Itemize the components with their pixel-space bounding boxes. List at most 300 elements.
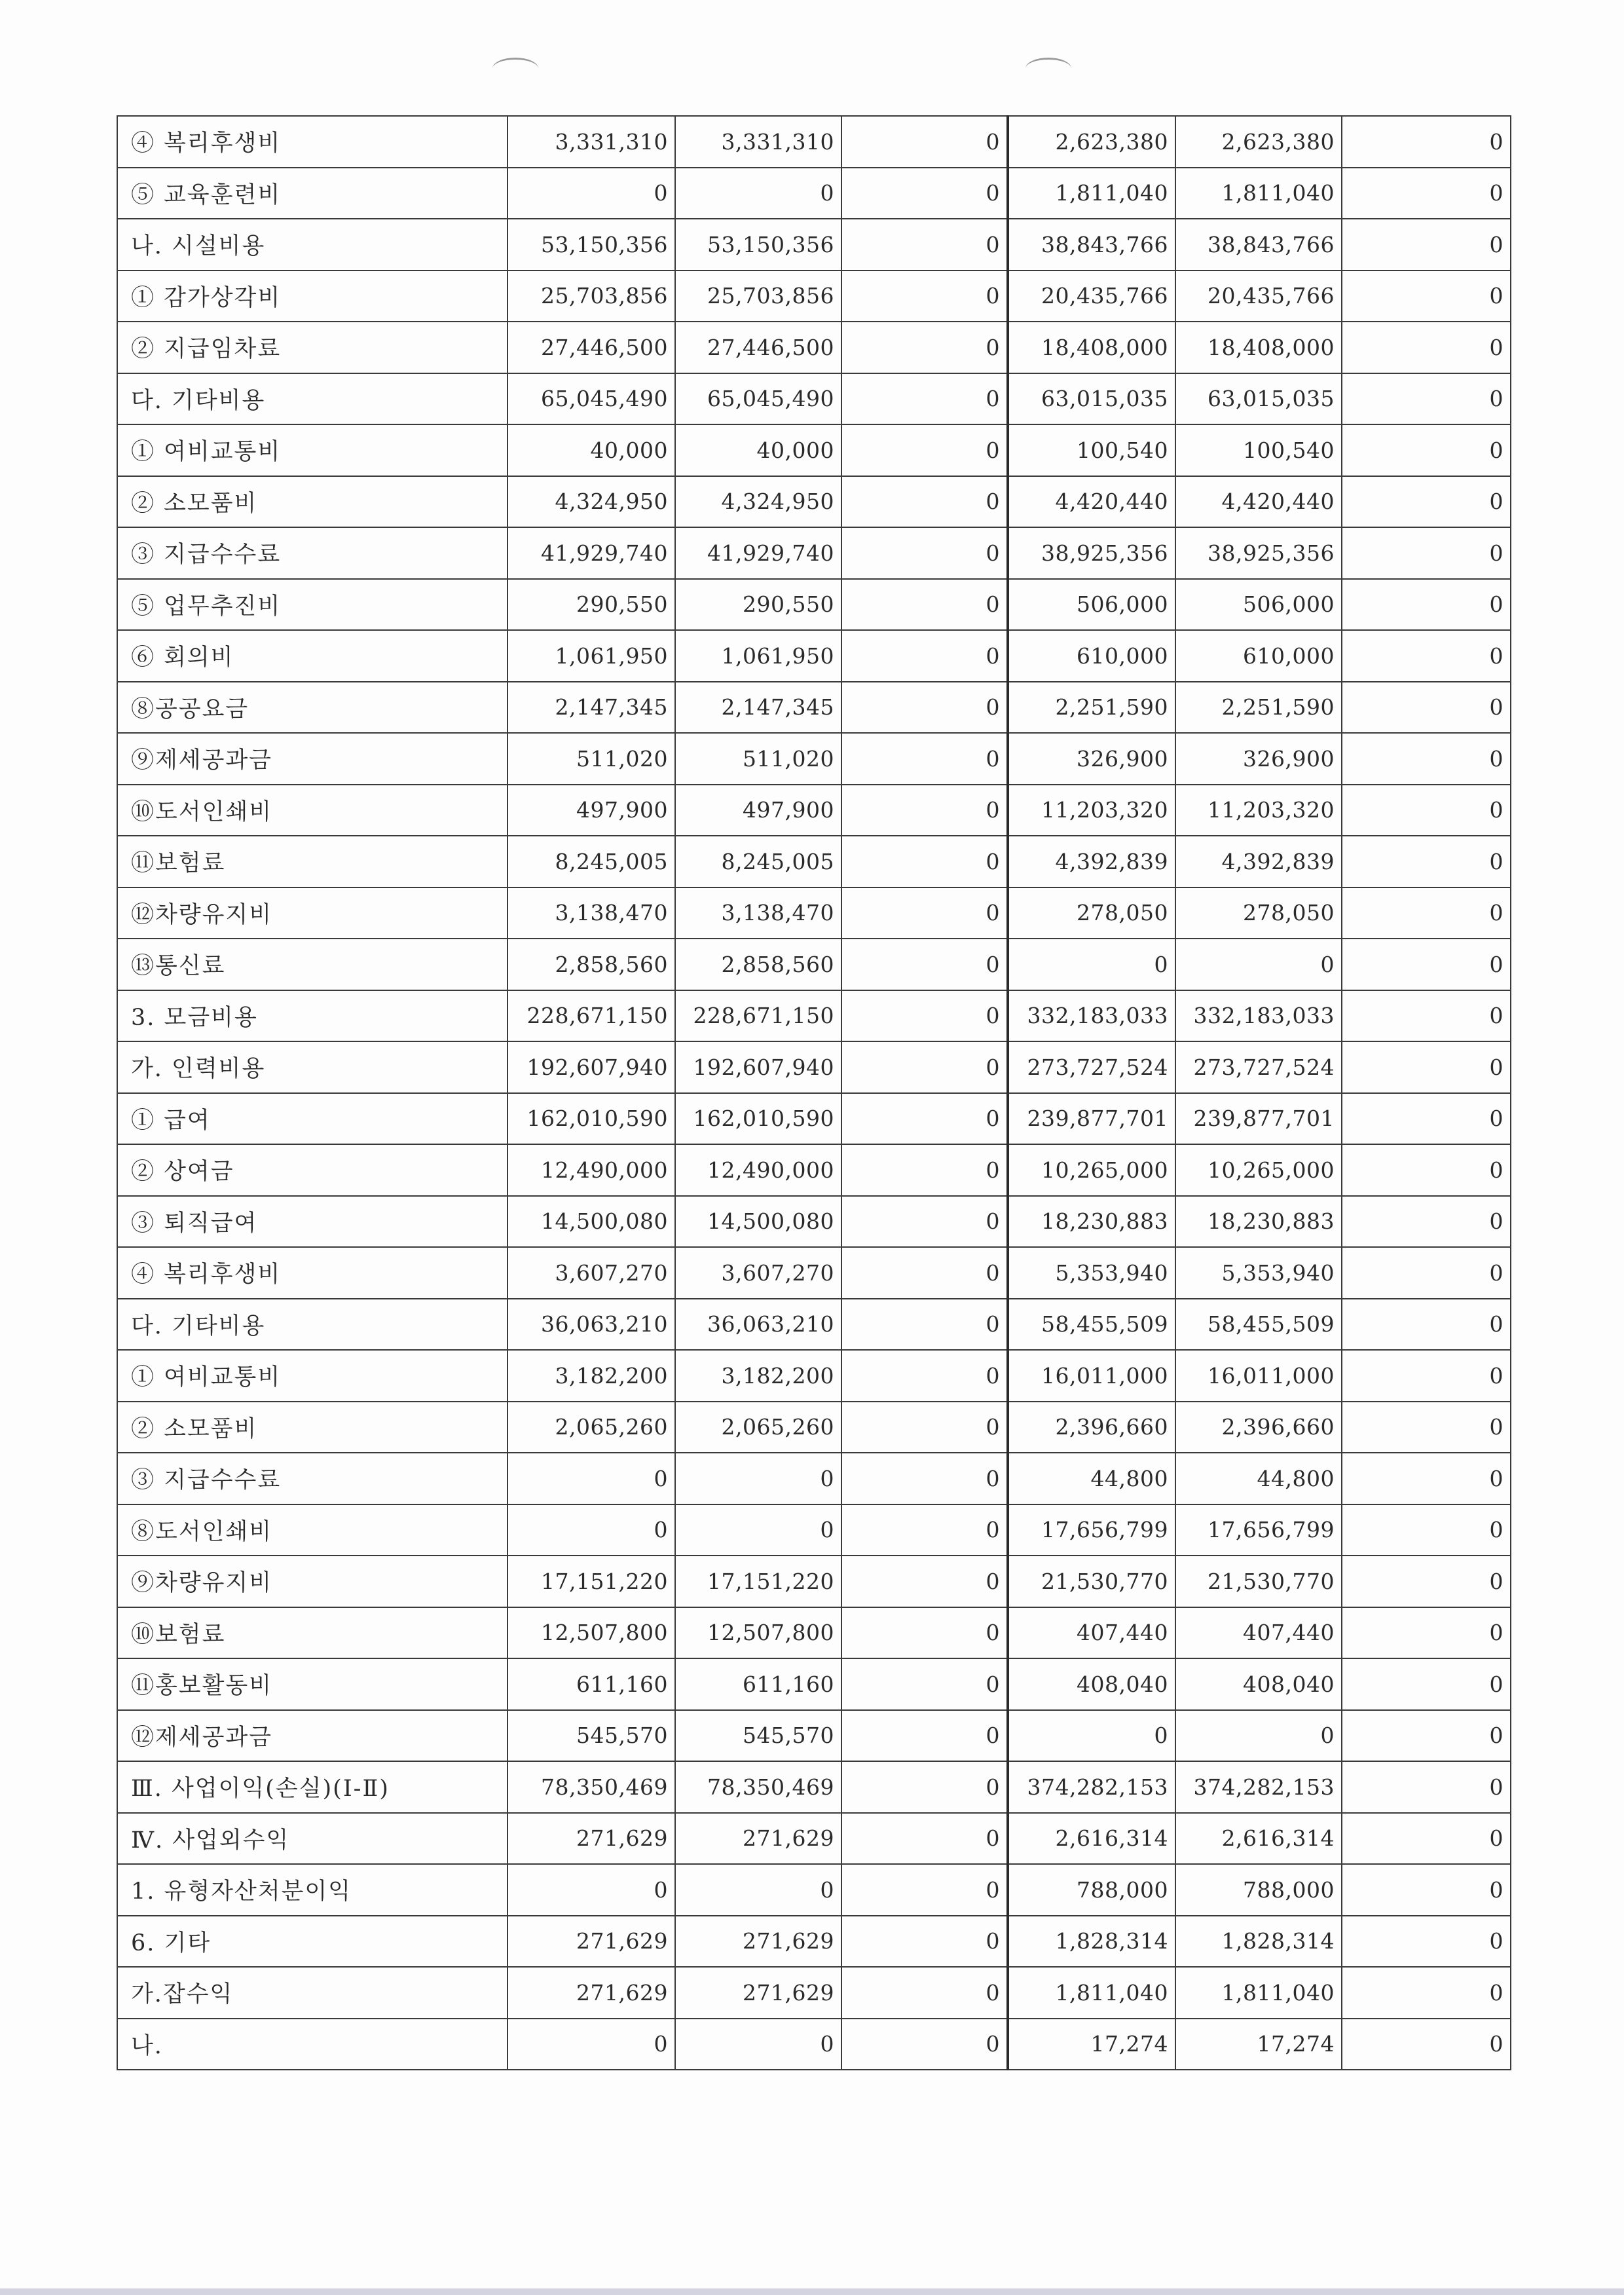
row-label: ⑨제세공과금 — [117, 733, 507, 785]
amount-cell: 0 — [841, 1658, 1008, 1710]
amount-cell: 2,251,590 — [1008, 682, 1175, 734]
amount-cell: 506,000 — [1008, 579, 1175, 631]
amount-cell: 0 — [841, 887, 1008, 939]
row-label: ⑧공공요금 — [117, 682, 507, 734]
table-row — [117, 1658, 1511, 1710]
table-row — [117, 1196, 1511, 1248]
table-row — [117, 1299, 1511, 1351]
row-label: ② 소모품비 — [117, 1402, 507, 1453]
amount-cell: 0 — [1342, 1093, 1511, 1145]
amount-cell: 545,570 — [507, 1710, 675, 1762]
table-row — [117, 322, 1511, 373]
table-row — [117, 271, 1511, 322]
amount-cell: 16,011,000 — [1008, 1350, 1175, 1402]
amount-cell: 0 — [841, 1093, 1008, 1145]
amount-cell: 0 — [1342, 1710, 1511, 1762]
row-label: ② 지급임차료 — [117, 322, 507, 373]
amount-cell: 41,929,740 — [507, 527, 675, 579]
amount-cell: 2,147,345 — [675, 682, 841, 734]
table-row — [117, 373, 1511, 425]
table-row — [117, 1864, 1511, 1916]
amount-cell: 38,843,766 — [1175, 219, 1342, 271]
amount-cell: 21,530,770 — [1175, 1556, 1342, 1607]
amount-cell: 0 — [1342, 271, 1511, 322]
row-label: 1. 유형자산처분이익 — [117, 1864, 507, 1916]
amount-cell: 0 — [841, 836, 1008, 887]
row-label: ① 여비교통비 — [117, 1350, 507, 1402]
amount-cell: 20,435,766 — [1175, 271, 1342, 322]
amount-cell: 162,010,590 — [507, 1093, 675, 1145]
amount-cell: 332,183,033 — [1175, 990, 1342, 1042]
table-row — [117, 1761, 1511, 1813]
row-label: 다. 기타비용 — [117, 1299, 507, 1351]
amount-cell: 0 — [1342, 1607, 1511, 1659]
amount-cell: 0 — [507, 168, 675, 219]
amount-cell: 0 — [841, 1710, 1008, 1762]
amount-cell: 17,656,799 — [1175, 1504, 1342, 1556]
amount-cell: 0 — [675, 1864, 841, 1916]
amount-cell: 0 — [1342, 322, 1511, 373]
amount-cell: 12,490,000 — [507, 1144, 675, 1196]
amount-cell: 290,550 — [675, 579, 841, 631]
row-label: 다. 기타비용 — [117, 373, 507, 425]
amount-cell: 0 — [1342, 887, 1511, 939]
row-label: ④ 복리후생비 — [117, 1247, 507, 1299]
amount-cell: 0 — [841, 527, 1008, 579]
amount-cell: 0 — [507, 1453, 675, 1504]
amount-cell: 2,616,314 — [1175, 1813, 1342, 1865]
table-row — [117, 219, 1511, 271]
amount-cell: 18,408,000 — [1175, 322, 1342, 373]
row-label: ⑫차량유지비 — [117, 887, 507, 939]
amount-cell: 27,446,500 — [675, 322, 841, 373]
amount-cell: 0 — [1175, 939, 1342, 990]
amount-cell: 407,440 — [1008, 1607, 1175, 1659]
table-row — [117, 1247, 1511, 1299]
amount-cell: 16,011,000 — [1175, 1350, 1342, 1402]
amount-cell: 12,507,800 — [675, 1607, 841, 1659]
amount-cell: 21,530,770 — [1008, 1556, 1175, 1607]
amount-cell: 1,061,950 — [507, 630, 675, 682]
table-row — [117, 1093, 1511, 1145]
amount-cell: 332,183,033 — [1008, 990, 1175, 1042]
amount-cell: 271,629 — [675, 1967, 841, 2019]
amount-cell: 0 — [841, 322, 1008, 373]
amount-cell: 8,245,005 — [675, 836, 841, 887]
amount-cell: 53,150,356 — [507, 219, 675, 271]
amount-cell: 611,160 — [675, 1658, 841, 1710]
table-row — [117, 1350, 1511, 1402]
amount-cell: 0 — [675, 1453, 841, 1504]
row-label: ③ 지급수수료 — [117, 1453, 507, 1504]
amount-cell: 3,607,270 — [675, 1247, 841, 1299]
amount-cell: 2,858,560 — [507, 939, 675, 990]
amount-cell: 0 — [1342, 476, 1511, 528]
amount-cell: 1,811,040 — [1008, 1967, 1175, 2019]
amount-cell: 0 — [507, 2019, 675, 2070]
amount-cell: 11,203,320 — [1175, 785, 1342, 836]
amount-cell: 0 — [1342, 1299, 1511, 1351]
amount-cell: 2,623,380 — [1008, 116, 1175, 168]
amount-cell: 408,040 — [1008, 1658, 1175, 1710]
amount-cell: 271,629 — [507, 1967, 675, 2019]
amount-cell: 17,151,220 — [507, 1556, 675, 1607]
row-label: ⑫제세공과금 — [117, 1710, 507, 1762]
amount-cell: 0 — [1342, 1761, 1511, 1813]
row-label: Ⅳ. 사업외수익 — [117, 1813, 507, 1865]
amount-cell: 0 — [1342, 219, 1511, 271]
amount-cell: 506,000 — [1175, 579, 1342, 631]
row-label: 가. 인력비용 — [117, 1041, 507, 1093]
amount-cell: 239,877,701 — [1008, 1093, 1175, 1145]
amount-cell: 14,500,080 — [675, 1196, 841, 1248]
amount-cell: 271,629 — [675, 1813, 841, 1865]
amount-cell: 38,843,766 — [1008, 219, 1175, 271]
amount-cell: 0 — [841, 219, 1008, 271]
amount-cell: 0 — [1342, 785, 1511, 836]
table-row — [117, 1144, 1511, 1196]
table-row — [117, 1453, 1511, 1504]
amount-cell: 0 — [841, 1864, 1008, 1916]
amount-cell: 0 — [1342, 579, 1511, 631]
amount-cell: 0 — [841, 271, 1008, 322]
amount-cell: 610,000 — [1175, 630, 1342, 682]
amount-cell: 36,063,210 — [675, 1299, 841, 1351]
amount-cell: 17,151,220 — [675, 1556, 841, 1607]
table-row — [117, 579, 1511, 631]
punch-hole-mark-left — [492, 58, 538, 79]
amount-cell: 0 — [1342, 1453, 1511, 1504]
amount-cell: 0 — [1342, 630, 1511, 682]
amount-cell: 788,000 — [1175, 1864, 1342, 1916]
amount-cell: 228,671,150 — [507, 990, 675, 1042]
amount-cell: 545,570 — [675, 1710, 841, 1762]
amount-cell: 1,061,950 — [675, 630, 841, 682]
amount-cell: 0 — [1342, 1144, 1511, 1196]
amount-cell: 192,607,940 — [675, 1041, 841, 1093]
table-row — [117, 1967, 1511, 2019]
amount-cell: 0 — [1342, 2019, 1511, 2070]
amount-cell: 44,800 — [1008, 1453, 1175, 1504]
amount-cell: 0 — [841, 116, 1008, 168]
amount-cell: 0 — [841, 1813, 1008, 1865]
amount-cell: 0 — [841, 1504, 1008, 1556]
amount-cell: 788,000 — [1008, 1864, 1175, 1916]
row-label: ⑧도서인쇄비 — [117, 1504, 507, 1556]
amount-cell: 2,065,260 — [507, 1402, 675, 1453]
amount-cell: 0 — [841, 630, 1008, 682]
amount-cell: 0 — [1008, 939, 1175, 990]
amount-cell: 611,160 — [507, 1658, 675, 1710]
amount-cell: 2,396,660 — [1008, 1402, 1175, 1453]
amount-cell: 497,900 — [507, 785, 675, 836]
amount-cell: 17,656,799 — [1008, 1504, 1175, 1556]
amount-cell: 0 — [507, 1864, 675, 1916]
amount-cell: 3,138,470 — [507, 887, 675, 939]
amount-cell: 0 — [841, 1607, 1008, 1659]
amount-cell: 0 — [1342, 527, 1511, 579]
amount-cell: 0 — [841, 1299, 1008, 1351]
amount-cell: 271,629 — [675, 1916, 841, 1968]
amount-cell: 44,800 — [1175, 1453, 1342, 1504]
amount-cell: 0 — [1342, 1196, 1511, 1248]
amount-cell: 53,150,356 — [675, 219, 841, 271]
amount-cell: 18,230,883 — [1008, 1196, 1175, 1248]
amount-cell: 0 — [1342, 1967, 1511, 2019]
amount-cell: 4,324,950 — [675, 476, 841, 528]
amount-cell: 1,828,314 — [1175, 1916, 1342, 1968]
amount-cell: 511,020 — [507, 733, 675, 785]
row-label: ⑬통신료 — [117, 939, 507, 990]
amount-cell: 12,490,000 — [675, 1144, 841, 1196]
amount-cell: 0 — [841, 990, 1008, 1042]
table-row — [117, 836, 1511, 887]
amount-cell: 1,811,040 — [1175, 168, 1342, 219]
amount-cell: 4,420,440 — [1175, 476, 1342, 528]
amount-cell: 27,446,500 — [507, 322, 675, 373]
amount-cell: 0 — [675, 168, 841, 219]
amount-cell: 2,251,590 — [1175, 682, 1342, 734]
table-row — [117, 116, 1511, 168]
amount-cell: 2,147,345 — [507, 682, 675, 734]
amount-cell: 17,274 — [1175, 2019, 1342, 2070]
amount-cell: 5,353,940 — [1008, 1247, 1175, 1299]
amount-cell: 3,331,310 — [507, 116, 675, 168]
amount-cell: 0 — [1342, 1504, 1511, 1556]
amount-cell: 228,671,150 — [675, 990, 841, 1042]
amount-cell: 63,015,035 — [1175, 373, 1342, 425]
amount-cell: 0 — [1342, 1402, 1511, 1453]
amount-cell: 374,282,153 — [1008, 1761, 1175, 1813]
table-row — [117, 939, 1511, 990]
table-row — [117, 990, 1511, 1042]
amount-cell: 0 — [1342, 1556, 1511, 1607]
row-label: ① 여비교통비 — [117, 424, 507, 476]
row-label: ⑪보험료 — [117, 836, 507, 887]
table-row — [117, 1556, 1511, 1607]
amount-cell: 3,331,310 — [675, 116, 841, 168]
amount-cell: 0 — [1342, 1864, 1511, 1916]
amount-cell: 2,858,560 — [675, 939, 841, 990]
amount-cell: 0 — [841, 1196, 1008, 1248]
amount-cell: 12,507,800 — [507, 1607, 675, 1659]
table-row — [117, 785, 1511, 836]
amount-cell: 58,455,509 — [1008, 1299, 1175, 1351]
row-label: ⑨차량유지비 — [117, 1556, 507, 1607]
amount-cell: 25,703,856 — [507, 271, 675, 322]
row-label: ① 급여 — [117, 1093, 507, 1145]
amount-cell: 0 — [841, 1967, 1008, 2019]
row-label: 나. — [117, 2019, 507, 2070]
table-row — [117, 168, 1511, 219]
table-row — [117, 527, 1511, 579]
amount-cell: 0 — [1342, 939, 1511, 990]
row-label: ③ 지급수수료 — [117, 527, 507, 579]
amount-cell: 0 — [841, 1247, 1008, 1299]
amount-cell: 273,727,524 — [1008, 1041, 1175, 1093]
amount-cell: 2,396,660 — [1175, 1402, 1342, 1453]
amount-cell: 290,550 — [507, 579, 675, 631]
amount-cell: 3,138,470 — [675, 887, 841, 939]
amount-cell: 4,392,839 — [1008, 836, 1175, 887]
amount-cell: 3,182,200 — [507, 1350, 675, 1402]
amount-cell: 0 — [841, 1556, 1008, 1607]
amount-cell: 2,616,314 — [1008, 1813, 1175, 1865]
amount-cell: 162,010,590 — [675, 1093, 841, 1145]
amount-cell: 0 — [1342, 682, 1511, 734]
amount-cell: 497,900 — [675, 785, 841, 836]
amount-cell: 25,703,856 — [675, 271, 841, 322]
amount-cell: 278,050 — [1008, 887, 1175, 939]
amount-cell: 0 — [675, 1504, 841, 1556]
amount-cell: 3,607,270 — [507, 1247, 675, 1299]
amount-cell: 278,050 — [1175, 887, 1342, 939]
amount-cell: 0 — [841, 1144, 1008, 1196]
amount-cell: 78,350,469 — [507, 1761, 675, 1813]
amount-cell: 58,455,509 — [1175, 1299, 1342, 1351]
amount-cell: 3,182,200 — [675, 1350, 841, 1402]
amount-cell: 271,629 — [507, 1916, 675, 1968]
page-bottom-edge — [0, 2288, 1624, 2295]
amount-cell: 40,000 — [507, 424, 675, 476]
amount-cell: 0 — [841, 2019, 1008, 2070]
table-row — [117, 1710, 1511, 1762]
amount-cell: 4,324,950 — [507, 476, 675, 528]
amount-cell: 2,623,380 — [1175, 116, 1342, 168]
row-label: ⑤ 교육훈련비 — [117, 168, 507, 219]
table-row — [117, 1402, 1511, 1453]
amount-cell: 0 — [841, 1916, 1008, 1968]
amount-cell: 1,811,040 — [1175, 1967, 1342, 2019]
amount-cell: 0 — [1342, 836, 1511, 887]
table-row — [117, 1813, 1511, 1865]
row-label: ④ 복리후생비 — [117, 116, 507, 168]
row-label: ⑩보험료 — [117, 1607, 507, 1659]
amount-cell: 374,282,153 — [1175, 1761, 1342, 1813]
table-row — [117, 424, 1511, 476]
amount-cell: 0 — [841, 476, 1008, 528]
amount-cell: 0 — [1342, 733, 1511, 785]
table-row — [117, 476, 1511, 528]
amount-cell: 38,925,356 — [1175, 527, 1342, 579]
amount-cell: 326,900 — [1175, 733, 1342, 785]
amount-cell: 0 — [1342, 168, 1511, 219]
punch-hole-mark-right — [1025, 58, 1071, 79]
amount-cell: 78,350,469 — [675, 1761, 841, 1813]
amount-cell: 38,925,356 — [1008, 527, 1175, 579]
table-row — [117, 1041, 1511, 1093]
amount-cell: 17,274 — [1008, 2019, 1175, 2070]
amount-cell: 100,540 — [1008, 424, 1175, 476]
amount-cell: 0 — [507, 1504, 675, 1556]
amount-cell: 65,045,490 — [507, 373, 675, 425]
amount-cell: 0 — [841, 733, 1008, 785]
row-label: ⑥ 회의비 — [117, 630, 507, 682]
table-row — [117, 630, 1511, 682]
amount-cell: 0 — [1342, 1247, 1511, 1299]
amount-cell: 65,045,490 — [675, 373, 841, 425]
row-label: ② 소모품비 — [117, 476, 507, 528]
table-body — [117, 116, 1511, 2070]
amount-cell: 1,811,040 — [1008, 168, 1175, 219]
amount-cell: 4,392,839 — [1175, 836, 1342, 887]
amount-cell: 610,000 — [1008, 630, 1175, 682]
amount-cell: 0 — [675, 2019, 841, 2070]
amount-cell: 271,629 — [507, 1813, 675, 1865]
table-row — [117, 1504, 1511, 1556]
amount-cell: 36,063,210 — [507, 1299, 675, 1351]
amount-cell: 192,607,940 — [507, 1041, 675, 1093]
amount-cell: 18,230,883 — [1175, 1196, 1342, 1248]
row-label: 6. 기타 — [117, 1916, 507, 1968]
amount-cell: 273,727,524 — [1175, 1041, 1342, 1093]
row-label: ① 감가상각비 — [117, 271, 507, 322]
amount-cell: 0 — [841, 1350, 1008, 1402]
amount-cell: 41,929,740 — [675, 527, 841, 579]
amount-cell: 100,540 — [1175, 424, 1342, 476]
amount-cell: 239,877,701 — [1175, 1093, 1342, 1145]
amount-cell: 0 — [841, 1761, 1008, 1813]
row-label: ⑤ 업무추진비 — [117, 579, 507, 631]
row-label: Ⅲ. 사업이익(손실)(Ⅰ-Ⅱ) — [117, 1761, 507, 1813]
financial-statement-table — [117, 115, 1511, 2070]
amount-cell: 14,500,080 — [507, 1196, 675, 1248]
amount-cell: 0 — [841, 168, 1008, 219]
row-label: 3. 모금비용 — [117, 990, 507, 1042]
row-label: ③ 퇴직급여 — [117, 1196, 507, 1248]
amount-cell: 511,020 — [675, 733, 841, 785]
row-label: 나. 시설비용 — [117, 219, 507, 271]
table-row — [117, 682, 1511, 734]
amount-cell: 40,000 — [675, 424, 841, 476]
row-label: 가.잡수익 — [117, 1967, 507, 2019]
amount-cell: 407,440 — [1175, 1607, 1342, 1659]
amount-cell: 0 — [1008, 1710, 1175, 1762]
amount-cell: 0 — [1342, 373, 1511, 425]
amount-cell: 8,245,005 — [507, 836, 675, 887]
amount-cell: 20,435,766 — [1008, 271, 1175, 322]
amount-cell: 0 — [841, 1402, 1008, 1453]
amount-cell: 0 — [1342, 990, 1511, 1042]
amount-cell: 0 — [1342, 1658, 1511, 1710]
amount-cell: 326,900 — [1008, 733, 1175, 785]
table-row — [117, 733, 1511, 785]
amount-cell: 4,420,440 — [1008, 476, 1175, 528]
amount-cell: 0 — [841, 1041, 1008, 1093]
amount-cell: 0 — [841, 424, 1008, 476]
amount-cell: 2,065,260 — [675, 1402, 841, 1453]
amount-cell: 0 — [841, 785, 1008, 836]
amount-cell: 0 — [841, 939, 1008, 990]
amount-cell: 0 — [841, 579, 1008, 631]
amount-cell: 63,015,035 — [1008, 373, 1175, 425]
amount-cell: 0 — [841, 373, 1008, 425]
amount-cell: 11,203,320 — [1008, 785, 1175, 836]
amount-cell: 5,353,940 — [1175, 1247, 1342, 1299]
amount-cell: 0 — [1342, 1916, 1511, 1968]
amount-cell: 0 — [1342, 116, 1511, 168]
row-label: ⑩도서인쇄비 — [117, 785, 507, 836]
amount-cell: 1,828,314 — [1008, 1916, 1175, 1968]
amount-cell: 0 — [841, 682, 1008, 734]
row-label: ② 상여금 — [117, 1144, 507, 1196]
table-row — [117, 2019, 1511, 2070]
amount-cell: 0 — [1342, 1041, 1511, 1093]
amount-cell: 0 — [1342, 424, 1511, 476]
table-row — [117, 1607, 1511, 1659]
amount-cell: 408,040 — [1175, 1658, 1342, 1710]
table-row — [117, 1916, 1511, 1968]
